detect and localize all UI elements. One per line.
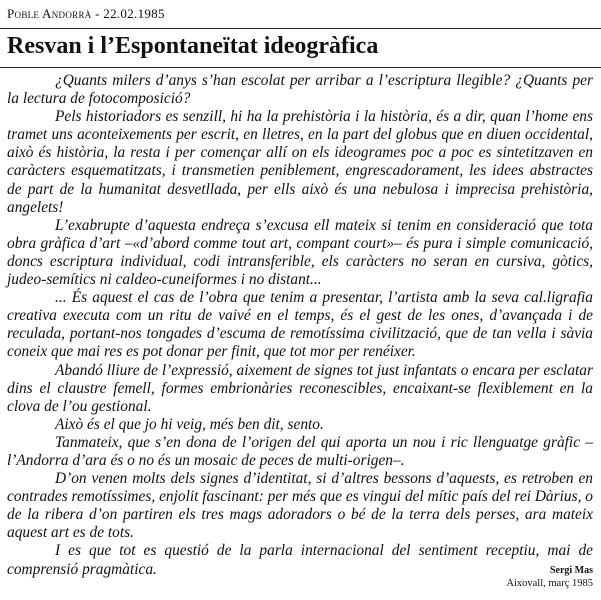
article-title: Resvan i l’Espontaneïtat ideogràfica: [7, 33, 379, 59]
header-divider: [0, 28, 601, 29]
paragraph: I es que tot es questió de la parla internacional del sentiment receptiu, mai de comprensió pragmàtica.: [7, 542, 593, 578]
paragraph: ¿Quants milers d’anys s’han escolat per arribar a l’escriptura llegible? ¿Quants per la lectura de fotocomposició?: [7, 72, 593, 108]
paragraph: L’exabrupte d’aquesta endreça s’excusa ell mateix si tenim en consideració que tota obra gràfica d’art –«d’abord comme tout art, compant court»– és pura i simple comunicació, doncs escriptura individual, codi intransferible, els caràcters no seran en cursiva, gòtics, judeo-semítics ni caldeo-cuneiformes i no distant...: [7, 216, 593, 289]
newspaper-header: Poble Andorrà - 22.02.1985: [7, 6, 165, 21]
paragraph: Pels historiadors es senzill, hi ha la prehistòria i la història, és a dir, quan l’home ens tramet uns aconteixements per escrit, en lletres, en la part del globus que en diuen occidental, això és història, la resta i per començar allí on els ideogrames poc a poc es sintetitzaven en caràcters esquematitzats, i transmetien peniblement, engrescadorament, les idees abstractes de part de la humanitat desvetllada, per ells això és una nebulosa i imprecisa prehistòria, angelets!: [7, 108, 593, 216]
paragraph: D’on venen molts dels signes d’identitat, si d’altres bessons d’aquests, es retroben en contrades remotíssimes, enjolit fascinant: per més que es vingui del mític país del rei Dàrius, o de la ribera d’on partiren els tres mags adoradors o bé de la terra dels perses, ara mateix aquest art es de tots.: [7, 470, 593, 542]
paragraph: Tanmateix, que s’en dona de l’origen del qui aporta un nou i ric llenguatge gràfic –l’Andorra d’ara és o no és un mosaic de peces de multi-origen–.: [7, 433, 593, 469]
paragraph: Abandó lliure de l’expressió, aixement de signes tot just infantats o encara per esclatar dins el claustre femell, formes embrionàries reconescibles, encaixant-se flexiblement en la clova de l’ou gestional.: [7, 361, 593, 415]
place-date: Aixovall, març 1985: [506, 578, 593, 589]
author-signature: Sergi Mas: [549, 565, 593, 576]
article-body: [7, 72, 593, 579]
paragraph: Això és el que jo hi veig, més ben dit, sento.: [55, 415, 324, 433]
title-divider: [0, 67, 601, 68]
paragraph: ... És aquest el cas de l’obra que tenim a presentar, l’artista amb la seva cal.ligrafia creativa executa com un ritu de vaivé en el temps, és el gest de les ones, d’avançada i de reculada, portant-nos tongades d’escuma de remotíssima civilització, que de tan vella i sàvia coneix que mai res es pot donar per finit, que tot mor per renéixer.: [7, 289, 593, 361]
